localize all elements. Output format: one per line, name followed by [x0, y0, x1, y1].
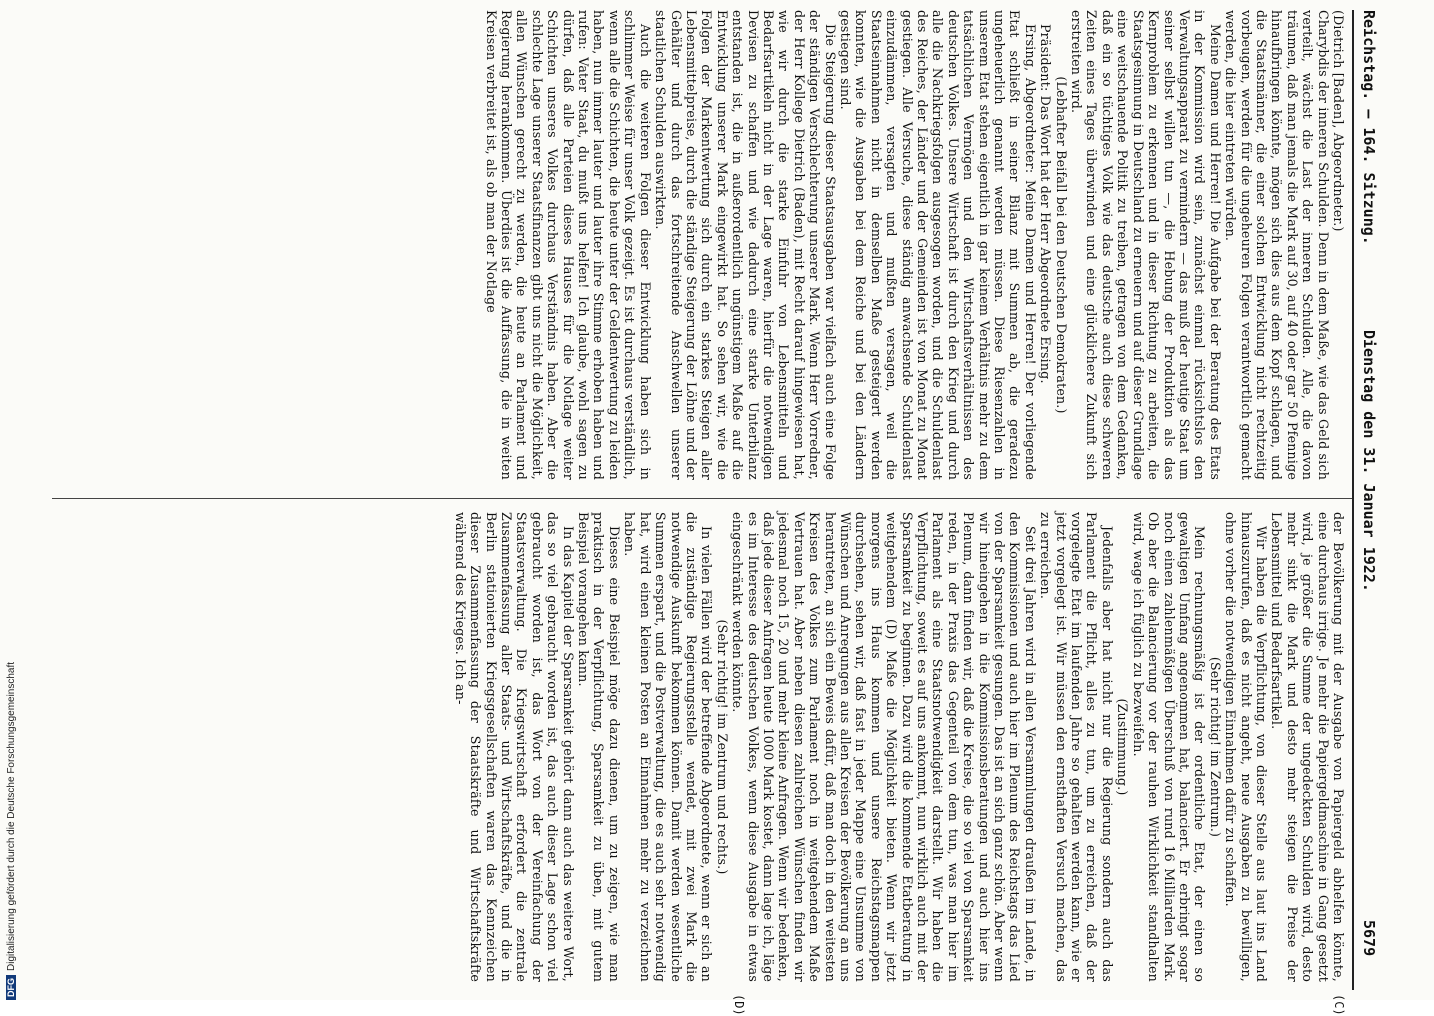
- interjection: (Zustimmung.): [1115, 698, 1131, 796]
- header-rule: [1352, 10, 1354, 990]
- paragraph: Charybdis der inneren Schulden. Denn in dem Maße, wie das Geld sich verteilt, wächst die Last der inneren Schulden. Alle, die davon träumen, daß man jemals die Mark auf 30, auf 40 oder gar 50 Pfennige hinaufbringen könnte, mögen sich dies aus dem Kopf schlagen, und die Staatsmänner, die einer solchen Entwicklung nicht rechtzeitig vorbeugen, werden für die ungeheuren Folgen verantwortlich gemacht werden, die hier eintreten würden.: [1223, 10, 1331, 481]
- page-header: [1356, 10, 1386, 990]
- paragraph: der Bevölkerung mit der Ausgabe von Papiergeld abhelfen könnte, eine durchaus irrige. Je mehr die Papiergeldmaschine in Gang gesetzt wird, je größer die Summe der ungedeckten Schulden wird, desto mehr sinkt die Mark und desto mehr steigen die Preise der Lebensmittel und Bedarfsartikel.: [1269, 512, 1346, 982]
- margin-marker-c: (C): [1332, 994, 1346, 1016]
- interjection: (Lebhafter Beifall bei den Deutschen Demokraten.): [1053, 76, 1069, 414]
- paragraph: Mein rechnungsmäßig ist der ordentliche Etat, der einen so gewaltigen Umfang angenommen hat, balanciert. Er erbringt sogar noch einen zahlenmäßigen Überschuß von rund 16 Milliarden Mark. Ob aber die Balancierung vor der rauhen Wirklichkeit standhalten wird, wage ich füglich zu bezweifeln.: [1130, 512, 1208, 982]
- header-left: Reichstag. — 164. Sitzung.: [1360, 10, 1378, 245]
- column-divider: [52, 498, 1352, 499]
- paragraph: Seit drei Jahren wird in allen Versammlungen draußen im Lande, in den Kommissionen und auch hier im Plenum des Reichstags das Lied von der Sparsamkeit gesungen. Das ist an sich ganz schön. Aber wenn wir hineingehen in die Kommissionsberatungen und auch hier ins Plenum, dann finden wir, daß die Kreise, die so viel von Sparsamkeit reden, in der Praxis das Gegenteil von dem tun, was man hier im Parlament als eine Staatsnotwendigkeit darstellt. Wir haben die Verpflichtung, soweit es auf uns ankommt, nun wirklich auch mit der Sparsamkeit zu beginnen. Dazu wird die kommende Etatberatung in weitgehendem (D) Maße die Möglichkeit bieten. Wenn wir jetzt morgens ins Haus kommen und unsere Reichstagsmappen durchsehen, sehen wir, daß fast in jeder Mappe eine Unsumme von Wünschen und Anregungen aus allen Kreisen der Bevölkerung an uns herantreten, an sich ein Beweis dafür, daß man doch in den weitesten Kreisen des Volkes zum Parlament noch in weitgehendem Maße Vertrauen hat. Aber neben diesen zahlreichen Wünschen finden wir jedesmal noch 15, 20 und mehr kleine Anfragen. Wenn wir bedenken, daß jede dieser Anfragen heute 1000 Mark kostet, dann lage ich, läge es im Interesse des deutschen Volkes, wenn diese Ausgabe in etwas eingeschränkt werden könnte.: [730, 512, 1038, 982]
- right-column: [452, 512, 1346, 982]
- header-center: Dienstag den 31. Januar 1922.: [1360, 330, 1378, 592]
- paragraph: Auch die weiteren Folgen dieser Entwicklung haben sich in schlimmer Weise für unser Volk gezeigt. Es ist durchaus verständlich, wenn alle die Schichten, die heute unter der Geldentwertung zu leiden haben, nun immer lauter und lauter ihre Stimme erhoben haben und rufen: Vater Staat, du mußt uns helfen! Ich glaube, wohl sagen zu dürfen, daß alle Parteien dieses Hauses für die Notlage weiter Schichten unseres Volkes durchaus Verständnis haben. Aber die schlechte Lage unserer Staatsfinanzen gibt uns nicht die Möglichkeit, allen Wünschen gerecht zu werden, die heute an Parlament und Regierung herankommen. Überdies ist die Auffassung, die in weiten Kreisen verbreitet ist, als ob man der Notlage: [483, 10, 653, 480]
- margin-marker-d: (D): [732, 994, 746, 1016]
- speaker-line: (Dietrich [Baden], Abgeordneter.): [1331, 10, 1346, 232]
- newspaper-page: [46, 10, 1386, 1016]
- dfg-logo: DFG: [6, 975, 16, 1000]
- paragraph: Wir haben die Verpflichtung, von dieser Stelle aus laut ins Land hinauszurufen, daß es nicht angeht, neue Ausgaben zu bewilligen, ohne vorher die notwendigen Einnahmen dafür zu schaffen.: [1223, 512, 1269, 982]
- paragraph: In das Kapitel der Sparsamkeit gehört dann auch das weitere Wort, das so viel gebraucht worden ist, das auch dieser Lage schon viel gebraucht worden ist, das Wort von der Vereinfachung der Staatsverwaltung. Die Kriegswirtschaft erfordert die zentrale Zusammenfassung aller Staats- und Wirtschaftskräfte, und die in Berlin stationierten Kriegsgesellschaften waren das Kennzeichen dieser Zusammenfassung der Staatskräfte und Wirtschaftskräfte während des Krieges. Ich an-: [452, 512, 576, 982]
- dfg-credit-text: Digitalisierung gefördert durch die Deutsche Forschungsgemeinschaft: [6, 661, 17, 971]
- paragraph: Ersing, Abgeordneter: Meine Damen und Herren! Der vorliegende Etat schließt in seiner Bilanz mit Summen ab, die geradezu ungeheuerlich genannt werden müssen. Diese Riesenzahlen in unserem Etat stehen eigentlich in gar keinem Verhältnis mehr zu dem tatsächlichen Vermögen und den Wirtschaftsverhältnissen des deutschen Volkes. Unsere Wirtschaft ist durch den Krieg und durch alle die Nachkriegsfolgen ausgesogen worden, und die Schuldenlast des Reiches, der Länder und der Gemeinden ist von Monat zu Monat gestiegen. Alle Versuche, diese ständig anwachsende Schuldenlast einzudämmen, versagten und mußten versagen, weil die Staatseinnahmen nicht in demselben Maße gesteigert werden konnten, wie die Ausgaben bei dem Reiche und bei den Ländern gestiegen sind.: [838, 10, 1038, 480]
- interjection: (Sehr richtig! im Zentrum.): [1207, 656, 1223, 838]
- left-column: [483, 10, 1346, 480]
- paragraph: Präsident: Das Wort hat der Herr Abgeordnete Ersing.: [1038, 24, 1054, 384]
- paragraph: Die Steigerung dieser Staatsausgaben war vielfach auch eine Folge der ständigen Verschlechterung unserer Mark. Wenn Herr Vorredner, der Herr Kollege Dietrich (Baden), mit Recht darauf hingewiesen hat, wie wir durch die starke Einfuhr von Lebensmitteln und Bedarfsartikeln nicht in der Lage waren, hierfür die notwendigen Devisen zu schaffen und wie dadurch eine starke Unterbilanz entstanden ist, die in außerordentlich ungünstigem Maße auf die Entwicklung unserer Mark eingewirkt hat. So sehen wir, wie die Folgen der Markentwertung sich durch ein starkes Steigen aller Lebensmittelpreise, durch die ständige Steigerung der Löhne und der Gehälter und durch das fortschreitende Anschwellen unserer staatlichen Schulden auswirkten.: [653, 10, 838, 480]
- paragraph: In vielen Fällen wird der betreffende Abgeordnete, wenn er sich an die zuständige Regierungsstelle wendet, mit zwei Mark die notwendige Auskunft bekommen können. Damit werden wesentliche Summen erspart, und die Postverwaltung, die es auch sehr notwendig hat, wird einen kleinen Posten an Einnahmen mehr zu verzeichnen haben.: [622, 512, 715, 982]
- interjection: (Sehr richtig! im Zentrum und rechts.): [714, 619, 730, 875]
- dfg-credit: [6, 400, 26, 1000]
- paragraph: Meine Damen und Herren! Die Aufgabe bei der Beratung des Etats in der Kommission wird sein, zunächst einmal rücksichtslos den Verwaltungsapparat zu vermindern — das muß der heutige Staat um seiner selbst willen tun —, die Hebung der Produktion als das Kernproblem zu erkennen und in dieser Richtung zu arbeiten, die Staatsgesinnung in Deutschland zu erneuern und auf dieser Grundlage eine weitschauende Politik zu treiben, getragen von dem Gedanken, daß ein so tüchtiges Volk wie das deutsche auch diese schweren Zeiten eines Tages überwinden und eine glücklichere Zukunft sich erstreiten wird.: [1069, 10, 1223, 480]
- paragraph: Dieses eine Beispiel möge dazu dienen, um zu zeigen, wie man praktisch in der Verpflichtung, Sparsamkeit zu üben, mit gutem Beispiel vorangehen kann.: [576, 512, 622, 982]
- paragraph: Jedenfalls aber hat nicht nur die Regierung sondern auch das Parlament die Pflicht, alles zu tun, um zu erreichen, daß der vorgelegte Etat im laufenden Jahre so gehalten werden kann, wie er jetzt vorgelegt ist. Wir müssen den ernsthaften Versuch machen, das zu erreichen.: [1038, 512, 1115, 982]
- page-number: 5679: [1360, 920, 1378, 957]
